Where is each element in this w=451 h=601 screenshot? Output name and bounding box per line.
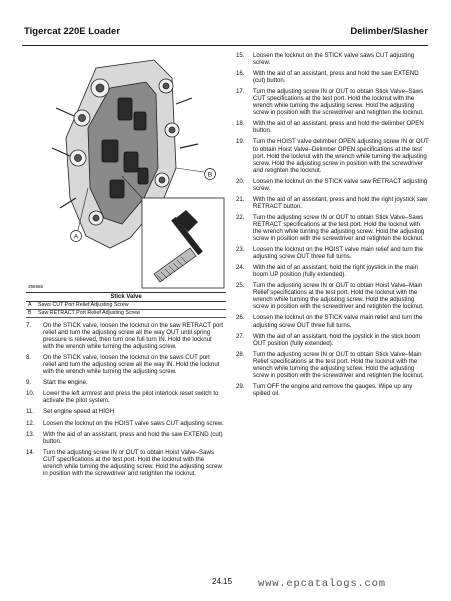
- step-item: [236, 178, 430, 192]
- callout-b-label: B: [207, 171, 213, 179]
- step-item: [236, 214, 430, 242]
- page-number: 24.15: [212, 577, 233, 586]
- step-item: [236, 138, 430, 173]
- step-number: 14.: [26, 448, 35, 456]
- step-text: Turn OFF the engine and remove the gauges. Wipe up any spilled oil.: [253, 382, 413, 397]
- step-item: [26, 354, 224, 375]
- step-text: Loosen the locknut on the STICK valve saws CUT adjusting screw.: [253, 52, 415, 67]
- caption-text: Saw RETRACT Port Relief Adjusting Screw: [38, 310, 141, 316]
- step-text: With the aid of an assistant, hold the joystick in the stick boom OUT position (fully extended).: [253, 332, 421, 347]
- step-text: Loosen the locknut on the HOIST valve saws CUT adjusting screw.: [43, 419, 224, 427]
- step-text: Turn the adjusting screw IN or OUT to obtain Stick Valve–Main Relief specifications at the test port. Hold the locknut with the wrench while turning the adjusting screw. Hold the adjusting screw in position with the screwdriver and retighten the locknut.: [253, 350, 424, 379]
- right-step-list: [236, 52, 430, 401]
- step-text: With the aid of an assistant, hold the right joystick in the main boom UP position (fully extended).: [253, 264, 418, 279]
- step-text: With the aid of an assistant, press and hold the saw EXTEND (cut) button.: [43, 430, 223, 445]
- step-number: 12.: [26, 419, 35, 427]
- step-item: [26, 408, 224, 415]
- step-text: Turn the adjusting screw IN or OUT to obtain Stick Valve–Saws CUT specifications at the test port. Hold the locknut with the wrench while turning the adjusting screw. Hold the adjusting screw in position with the screwdriver and retighten the locknut.: [253, 88, 424, 117]
- step-text: Turn the adjusting screw IN or OUT to obtain Stick Valve–Saws RETRACT specifications at the test port. Hold the locknut with the wrench while turning the adjusting screw. Hold the adjusting screw in position with the screwdriver and retighten the locknut.: [253, 213, 425, 243]
- step-text: Turn the HOIST valve delimber OPEN adjusting screw IN or OUT to obtain Hoist Valve–Delimber OPEN specifications at the test port. Hold the locknut with the wrench while turning the adjusting screw. Hold the adjusting screw in position with the screwdriver and retighten the locknut.: [253, 138, 429, 174]
- caption-title: Stick Valve: [26, 293, 226, 302]
- step-text: With the aid of an assistant, press and hold the right joystick saw RETRACT button.: [253, 195, 428, 210]
- step-text: With the aid of an assistant, press and hold the delimber OPEN button.: [253, 120, 424, 135]
- step-item: [236, 333, 430, 347]
- step-number: 13.: [26, 430, 35, 438]
- step-number: 20.: [236, 177, 245, 185]
- step-number: 15.: [236, 52, 245, 59]
- step-text: On the STICK valve, loosen the locknut on the saws CUT port relief and turn the adjusting screw all the way IN. Hold the locknut with the wrench while turning the adjusting screw.: [43, 354, 220, 376]
- callout-a-label: A: [73, 233, 79, 241]
- step-number: 24.: [236, 264, 245, 272]
- figure-number: 396988: [28, 284, 44, 289]
- step-number: 17.: [236, 88, 245, 96]
- header-divider: [22, 45, 428, 46]
- step-item: [236, 246, 430, 260]
- step-text: Loosen the locknut on the STICK valve main relief and turn the adjusting screw OUT three full turns.: [253, 314, 423, 329]
- section-title: Delimber/Slasher: [350, 26, 428, 37]
- step-text: On the STICK valve, loosen the locknut on the saw RETRACT port relief and turn the adjusting screw all the way OUT until spring pressure is relieved, then turn one full turn IN. Hold the locknut with the wrench while turning the adjusting screw.: [43, 322, 224, 351]
- step-item: [26, 379, 224, 386]
- step-number: 10.: [26, 390, 35, 398]
- step-number: 11.: [26, 408, 35, 416]
- step-text: Start the engine.: [43, 379, 88, 387]
- step-number: 22.: [236, 213, 245, 221]
- step-item: [236, 383, 430, 397]
- page-header: [0, 26, 451, 44]
- step-item: [26, 322, 224, 350]
- step-number: 27.: [236, 332, 245, 340]
- wrench-detail-inset: [122, 176, 224, 288]
- step-number: 16.: [236, 70, 245, 78]
- step-item: [236, 264, 430, 278]
- step-number: 19.: [236, 138, 245, 146]
- step-text: With the aid of an assistant, press and hold the saw EXTEND (cut) button.: [253, 70, 419, 85]
- stick-valve-figure: [26, 48, 226, 293]
- caption-text: Saws CUT Port Relief Adjusting Screw: [38, 302, 129, 308]
- step-number: 28.: [236, 350, 245, 358]
- step-item: [236, 52, 430, 66]
- caption-row: [26, 310, 226, 318]
- step-text: Turn the adjusting screw IN or OUT to obtain Hoist Valve–Saws CUT specifications at the test port. Hold the locknut with the wrench while turning the adjusting screw. Hold the adjusting screw in position with the screwdriver and retighten the locknut.: [43, 448, 222, 477]
- document-title: Tigercat 220E Loader: [24, 26, 120, 37]
- caption-key: B: [28, 310, 32, 316]
- step-item: [236, 70, 430, 84]
- callout-b-leader: [176, 168, 204, 172]
- step-item: [236, 351, 430, 379]
- step-item: [236, 314, 430, 328]
- step-item: [26, 431, 224, 445]
- step-text: Loosen the locknut on the STICK valve saw RETRACT adjusting screw.: [253, 177, 428, 192]
- figure-caption-table: [26, 292, 226, 318]
- step-text: Loosen the locknut on the HOIST valve main relief and turn the adjusting screw OUT three full turns.: [253, 246, 423, 261]
- step-number: 8.: [26, 354, 32, 362]
- step-text: Set engine speed at HIGH: [43, 408, 115, 416]
- step-item: [236, 282, 430, 310]
- watermark-url[interactable]: www.epcatalogs.com: [258, 578, 386, 590]
- step-item: [236, 196, 430, 210]
- left-step-list: [26, 322, 224, 481]
- step-item: [236, 88, 430, 116]
- step-item: [26, 449, 224, 477]
- caption-row: [26, 302, 226, 310]
- step-number: 9.: [26, 379, 32, 387]
- step-number: 26.: [236, 314, 245, 322]
- step-number: 29.: [236, 382, 245, 390]
- caption-key: A: [28, 302, 32, 308]
- step-number: 21.: [236, 195, 245, 203]
- step-text: Turn the adjusting screw IN or OUT to obtain Hoist Valve–Main Relief specifications at the test port. Hold the locknut with the wrench while turning the adjusting screw. Hold the adjusting screw in position with the screwdriver and retighten the locknut.: [253, 282, 424, 311]
- step-item: [26, 420, 224, 427]
- step-item: [26, 390, 224, 404]
- step-item: [236, 120, 430, 134]
- step-text: Lower the left armrest and press the pilot interlock reset switch to activate the pilot system.: [43, 390, 219, 405]
- step-number: 23.: [236, 246, 245, 254]
- step-number: 7.: [26, 322, 32, 329]
- step-number: 18.: [236, 120, 245, 128]
- step-number: 25.: [236, 282, 245, 290]
